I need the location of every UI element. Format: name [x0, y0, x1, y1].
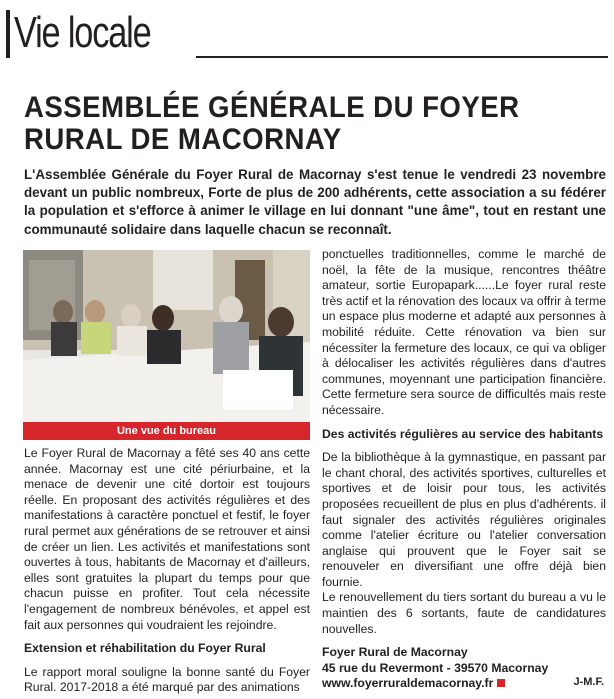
article-photo: [23, 250, 310, 422]
subheading: Extension et réhabilitation du Foyer Rural: [24, 641, 266, 656]
paragraph: Le Foyer Rural de Macornay a fêté ses 40 ans cette année. Macornay est une cité périurbaine, et la menace de devenir une cité dortoir est toujours réelle. En proposant des activités régulières et des manifestations à caractère ponctuel et festif, le foyer rural permet aux générations de se retrouver et ainsi de créer un lien. Les activités et manifestations sont ouvertes à tous, habitants de Macornay et d'ailleurs, elles sont gratuites la plupart du temps pour que chacun puisse en profiter. Tout cela nécessite l'engagement de nombreux bénévoles, et appel est fait aux personnes qui voudraient les rejoindre.: [24, 446, 310, 632]
photo-caption: Une vue du bureau: [116, 425, 217, 437]
article-intro: L'Assemblée Générale du Foyer Rural de Macornay s'est tenue le vendredi 23 novembre devant un public nombreux, Forte de plus de 200 adhérents, cette association a su fédérer la population et s'efforce à animer le village en lui donnant "une âme", tout en restant une communauté solidaire dans laquelle chacun se reconnaît.: [24, 167, 606, 237]
contact-url[interactable]: www.foyerruraldemacornay.fr: [322, 676, 494, 691]
photo-caption-bar: [23, 422, 310, 440]
header-accent-bar: [6, 10, 10, 58]
paragraph: Le rapport moral souligne la bonne santé du Foyer Rural. 2017-2018 a été marqué par des animations: [24, 664, 310, 695]
subheading: Des activités régulières au service des habitants: [322, 426, 604, 441]
contact-name: Foyer Rural de Macornay: [322, 645, 468, 660]
contact-website[interactable]: [322, 676, 606, 692]
section-header: [6, 6, 608, 62]
article-column-left: [24, 446, 310, 696]
contact-address: 45 rue du Revermont - 39570 Macornay: [322, 660, 549, 675]
header-rule: [196, 56, 608, 58]
article-headline: ASSEMBLÉE GÉNÉRALE DU FOYER RURAL DE MACORNAY: [24, 91, 520, 156]
paragraph: De la bibliothèque à la gymnastique, en passant par le chant choral, des activités sportives, culturelles et sportives et de loisir pour tous, les activités proposées recueillent de plus en plus d'adhérents. il faut signaler des activités régulières originales comme l'atelier écriture ou l'atelier conversation anglaise qui prouvent que le Foyer sait se renouveler en diversifiant une offre déjà bien fournie.: [322, 450, 606, 589]
author-initials: J-M.F.: [573, 676, 604, 688]
end-mark-icon: [497, 679, 505, 687]
article-column-right: [322, 247, 606, 692]
section-title: Vie locale: [14, 8, 151, 57]
paragraph: Le renouvellement du tiers sortant du bureau a vu le maintien des 6 sortants, faute de candidatures nouvelles.: [322, 590, 606, 636]
paragraph: ponctuelles traditionnelles, comme le marché de noël, la fête de la musique, rencontres théâtre amateur, sortie Europapark......Le foyer rural reste très actif et la rénovation des locaux va offrir à terme un espace plus moderne et adapté aux personnes à mobilité réduite. Cette rénovation va bien sur nécessiter la fermeture des locaux, ce qui va obliger à délocaliser les activités régulières dans d'autres communes, moyennant une participation financière. Cette fermeture sera source de difficultés mais reste nécessaire.: [322, 247, 606, 417]
